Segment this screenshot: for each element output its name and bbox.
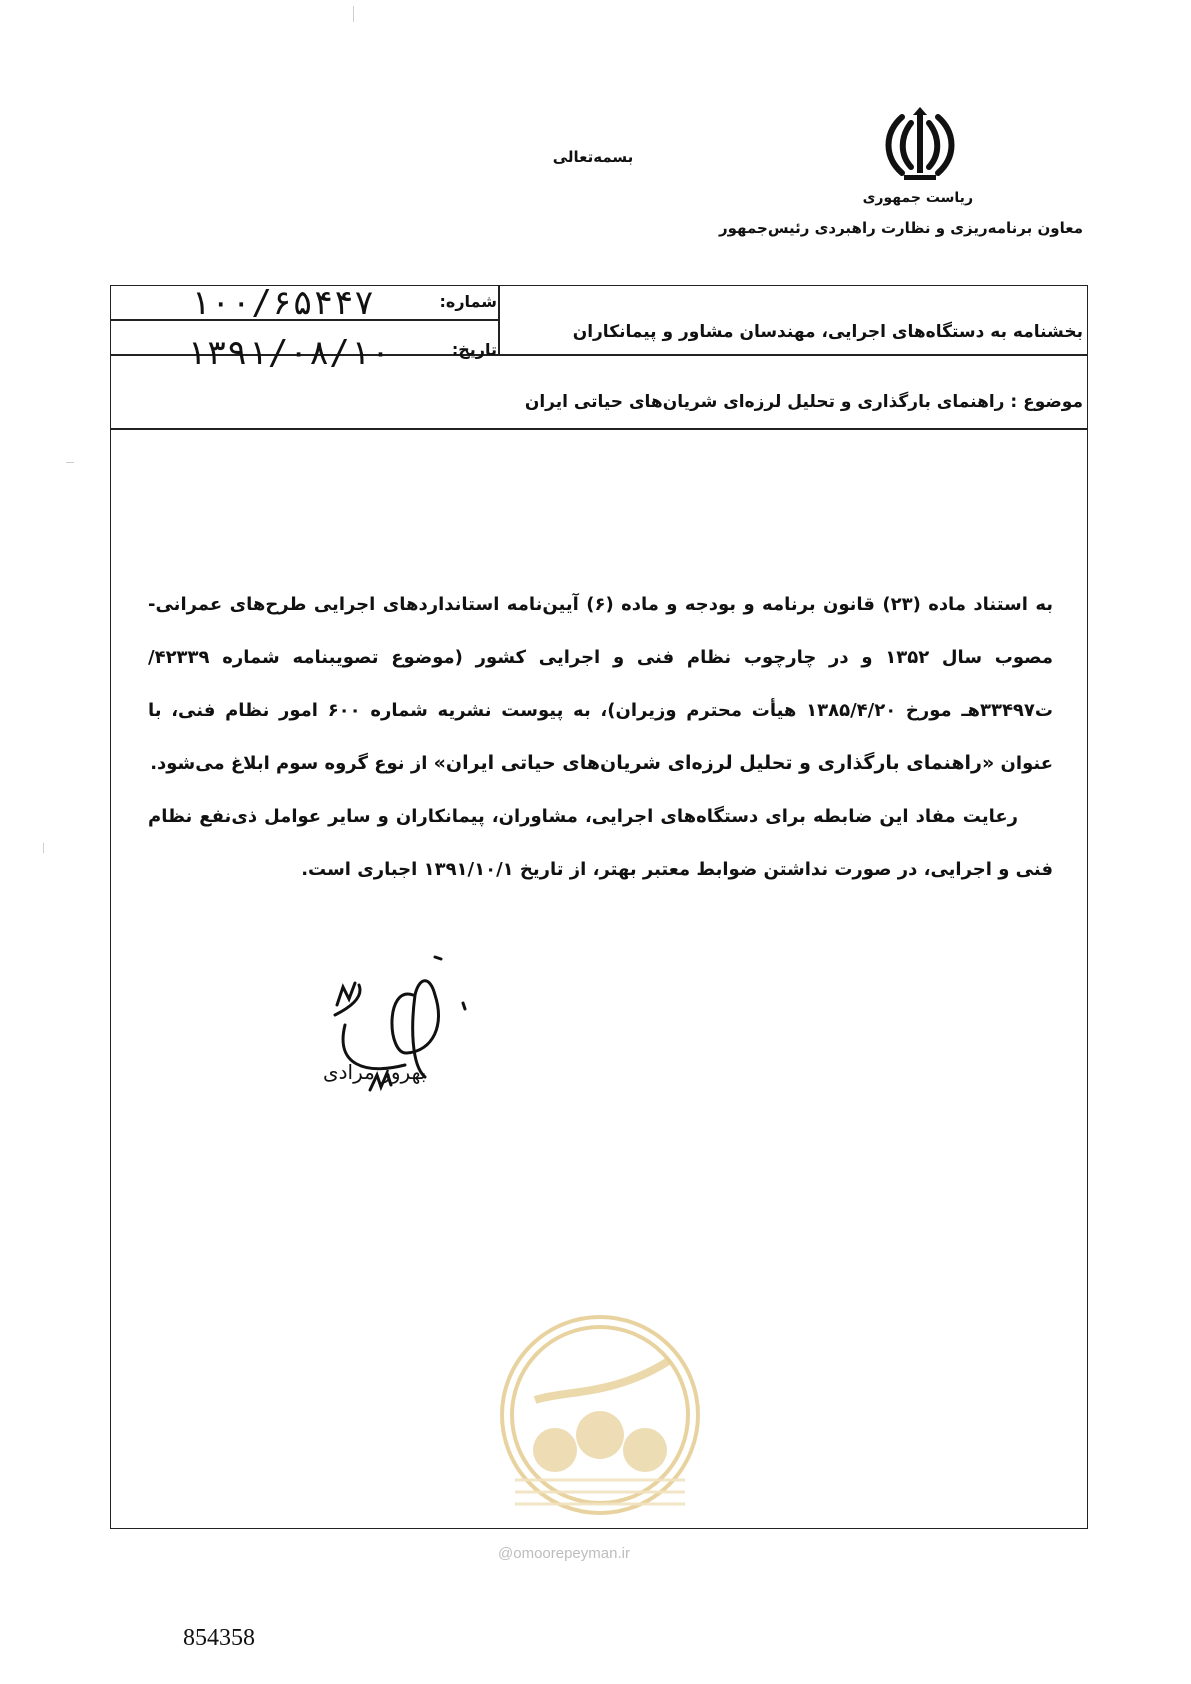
letter-body <box>148 578 1053 896</box>
paragraph-1 <box>148 578 1053 790</box>
subject: موضوع : راهنمای بارگذاری و تحلیل لرزه‌ای شریان‌های حیاتی ایران <box>524 392 1083 412</box>
scan-mark <box>66 462 74 463</box>
paragraph-1-end: از نوع گروه سوم ابلاغ می‌شود. <box>150 753 428 774</box>
publication-title: «راهنمای بارگذاری و تحلیل لرزه‌ای شریان‌های حیاتی ایران» <box>433 752 995 774</box>
deputy-title: معاون برنامه‌ریزی و نظارت راهبردی رئیس‌جمهور <box>719 219 1083 237</box>
number-value: ۱۰۰/۶۵۴۴۷ <box>190 283 375 323</box>
subject-bottom-line <box>110 428 1088 430</box>
addressee: بخشنامه به دستگاه‌های اجرایی، مهندسان مشاور و پیمانکاران <box>572 322 1083 342</box>
handwritten-signature <box>315 955 515 1115</box>
number-label: شماره: <box>439 292 497 311</box>
watermark-site: @omoorepeyman.ir <box>498 1545 630 1562</box>
scan-mark <box>43 843 44 853</box>
scan-mark <box>353 6 354 22</box>
paragraph-1-start: به استناد ماده (۲۳) قانون برنامه و بودجه و ماده (۶) آیین‌نامه استانداردهای اجرایی طرح‌های عمرانی- مصوب سال ۱۳۵۲ و در چارچوب نظام فنی و اجرایی کشور (موضوع تصویبنامه شماره ۴۲۳۳۹/ت۳۳۴۹۷هـ مورخ ۱۳۸۵/۴/۲۰ هیأت محترم وزیران)، به پیوست نشریه شماره ۶۰۰ امور نظام فنی، با عنوان <box>148 594 1054 774</box>
document-number: 854358 <box>183 1625 255 1651</box>
watermark-seal <box>495 1300 705 1530</box>
iran-emblem-icon <box>880 105 960 185</box>
date-value: ۱۳۹۱/۰۸/۱۰ <box>186 333 391 373</box>
invocation: بسمه‌تعالی <box>552 148 634 166</box>
paragraph-2: رعایت مفاد این ضابطه برای دستگاه‌های اجرایی، مشاوران، پیمانکاران و سایر عوامل ذی‌نفع نظام فنی و اجرایی، در صورت نداشتن ضوابط معتبر بهتر، از تاریخ ۱۳۹۱/۱۰/۱ اجباری است. <box>148 806 1053 880</box>
date-label: تاریخ: <box>451 340 497 359</box>
signer-name: بهروز مرادی <box>323 1060 427 1084</box>
presidency-title: ریاست جمهوری <box>862 190 973 206</box>
